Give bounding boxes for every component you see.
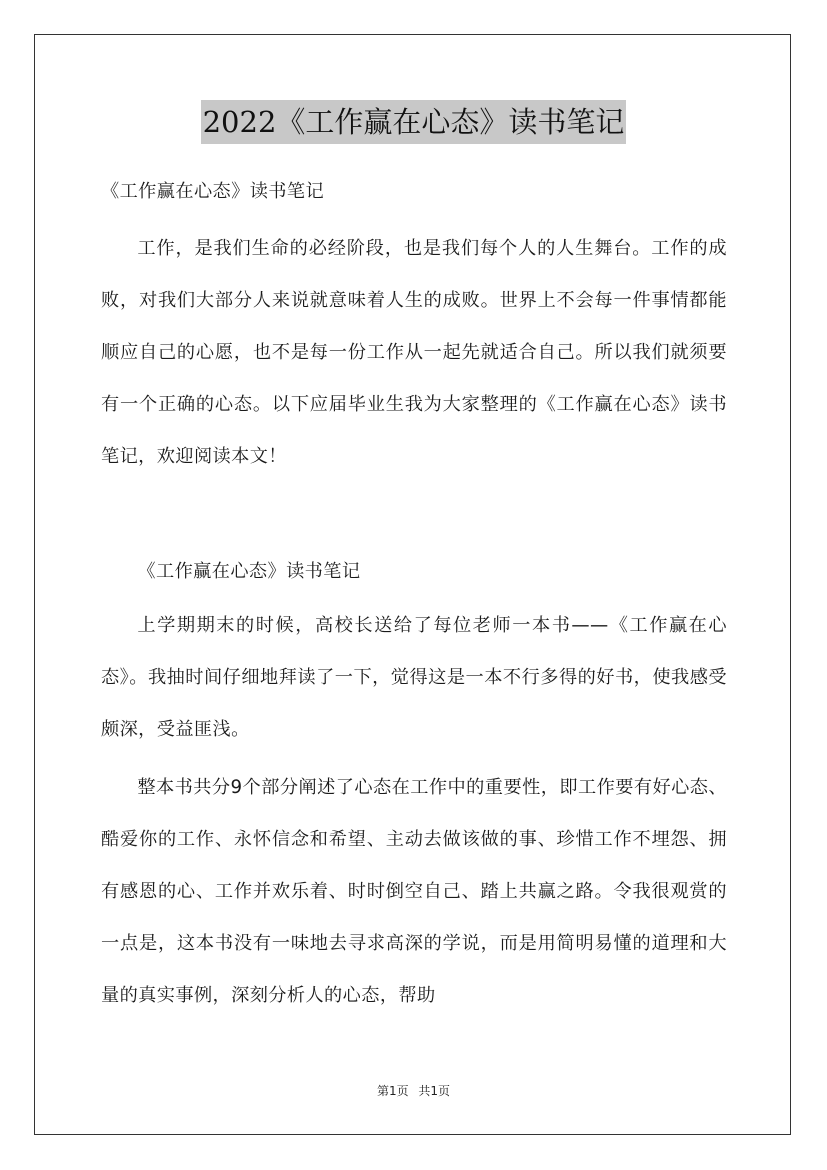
intro-paragraph: 工作，是我们生命的必经阶段，也是我们每个人的人生舞台。工作的成败，对我们大部分人来说就意味着人生的成败。世界上不会每一件事情都能顺应自己的心愿，也不是每一份工作从一起先就适合自己。所以我们就须要有一个正确的心态。以下应届毕业生我为大家整理的《工作赢在心态》读书笔记，欢迎阅读本文！ <box>101 238 727 467</box>
page-footer <box>0 1082 827 1099</box>
document-title: 2022《工作赢在心态》读书笔记 <box>201 100 627 144</box>
paragraph-1: 上学期期末的时候，高校长送给了每位老师一本书——《工作赢在心态》。我抽时间仔细地拜读了一下，觉得这是一本不行多得的好书，使我感受颇深，受益匪浅。 <box>101 615 727 740</box>
page-total: 共1页 <box>418 1084 451 1098</box>
document-subtitle: 《工作赢在心态》读书笔记 <box>101 181 325 202</box>
section-heading: 《工作赢在心态》读书笔记 <box>137 561 361 582</box>
paragraph-2: 整本书共分9个部分阐述了心态在工作中的重要性，即工作要有好心态、酷爱你的工作、永怀信念和希望、主动去做该做的事、珍惜工作不埋怨、拥有感恩的心、工作并欢乐着、时时倒空自己、踏上共赢之路。令我很观赏的一点是，这本书没有一味地去寻求高深的学说，而是用简明易懂的道理和大量的真实事例，深刻分析人的心态，帮助 <box>101 777 727 1006</box>
page-number: 第1页 <box>376 1084 409 1098</box>
